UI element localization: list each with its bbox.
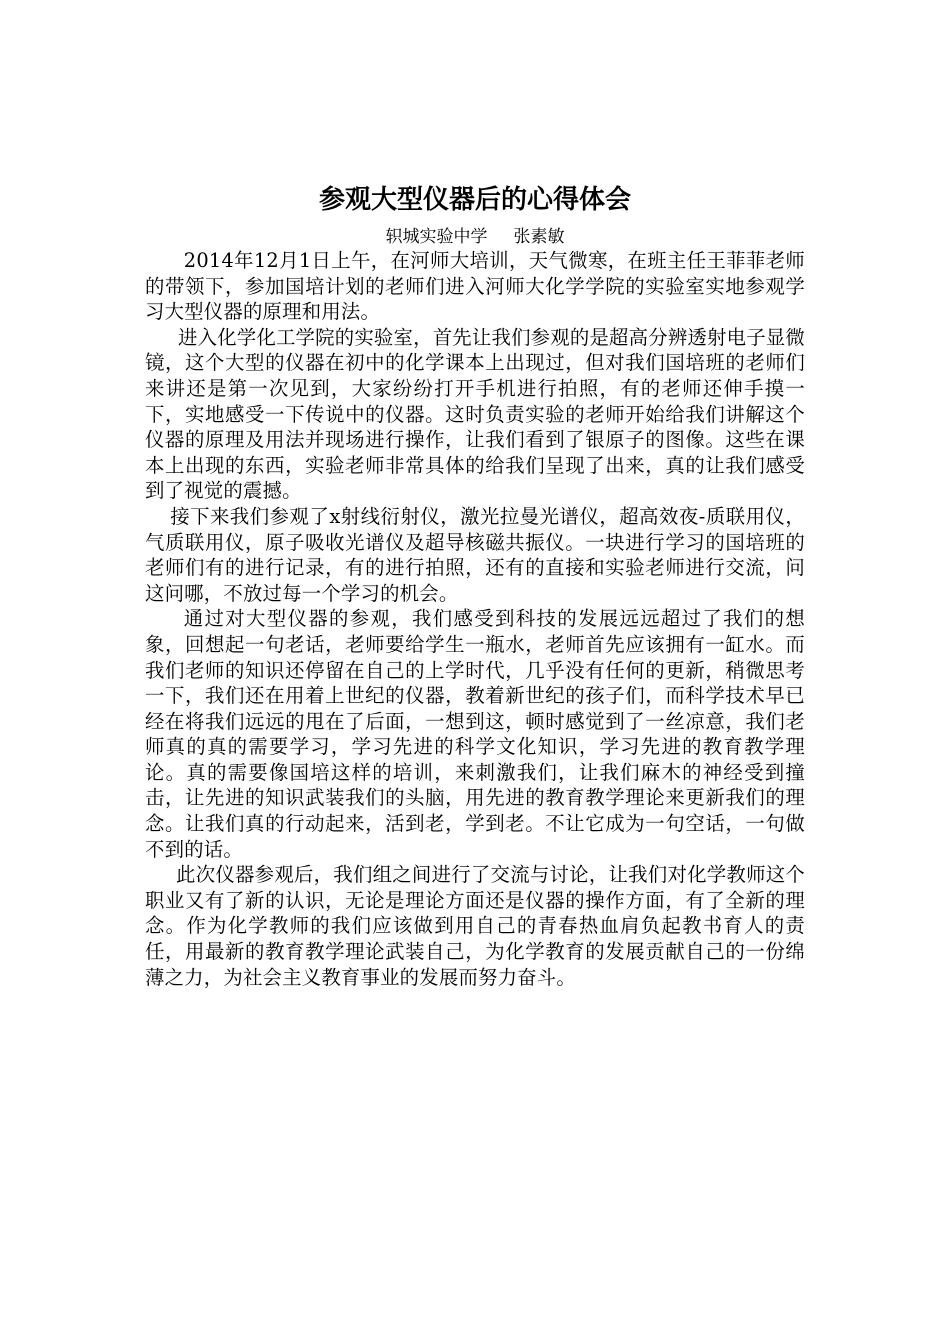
paragraph: 此次仪器参观后，我们组之间进行了交流与讨论，让我们对化学教师这个职业又有了新的认识，无论是理论方面还是仪器的操作方面，有了全新的理念。作为化学教师的我们应该做到用自己的青春热血肩负起教书育人的责任，用最新的教育教学理论武装自己，为化学教育的发展贡献自己的一份绵薄之力，为社会主义教育事业的发展而努力奋斗。 — [145, 863, 805, 989]
author-name: 张素敏 — [513, 227, 565, 247]
paragraph: 2014年12月1日上午，在河师大培训，天气微寒，在班主任王菲菲老师的带领下，参加国培计划的老师们进入河师大化学学院的实验室实地参观学习大型仪器的原理和用法。 — [145, 249, 805, 324]
paragraph: 接下来我们参观了x射线衍射仪，激光拉曼光谱仪，超高效夜-质联用仪，气质联用仪，原子吸收光谱仪及超导核磁共振仪。一块进行学习的国培班的老师们有的进行记录，有的进行拍照，还有的直接和实验老师进行交流，问这问哪，不放过每一个学习的机会。 — [145, 504, 805, 605]
document-title: 参观大型仪器后的心得体会 — [318, 185, 631, 215]
paragraph: 进入化学化工学院的实验室，首先让我们参观的是超高分辨透射电子显微镜，这个大型的仪器在初中的化学课本上出现过，但对我们国培班的老师们来讲还是第一次见到，大家纷纷打开手机进行拍照，有的老师还伸手摸一下，实地感受一下传说中的仪器。这时负责实验的老师开始给我们讲解这个仪器的原理及用法并现场进行操作，让我们看到了银原子的图像。这些在课本上出现的东西，实验老师非常具体的给我们呈现了出来，真的让我们感受到了视觉的震撼。 — [145, 325, 805, 503]
paragraph: 通过对大型仪器的参观，我们感受到科技的发展远远超过了我们的想象，回想起一句老话，老师要给学生一瓶水，老师首先应该拥有一缸水。而我们老师的知识还停留在自己的上学时代，几乎没有任何的更新，稍微思考一下，我们还在用着上世纪的仪器，教着新世纪的孩子们，而科学技术早已经在将我们远远的甩在了后面，一想到这，顿时感觉到了一丝凉意，我们老师真的真的需要学习，学习先进的科学文化知识，学习先进的教育教学理论。真的需要像国培这样的培训，来刺激我们，让我们麻木的神经受到撞击，让先进的知识武装我们的头脑，用先进的教育教学理论来更新我们的理念。让我们真的行动起来，活到老，学到老。不让它成为一句空话，一句做不到的话。 — [145, 607, 805, 861]
byline — [0, 224, 950, 250]
document-body — [145, 248, 805, 990]
author-school: 轵城实验中学 — [385, 227, 488, 247]
